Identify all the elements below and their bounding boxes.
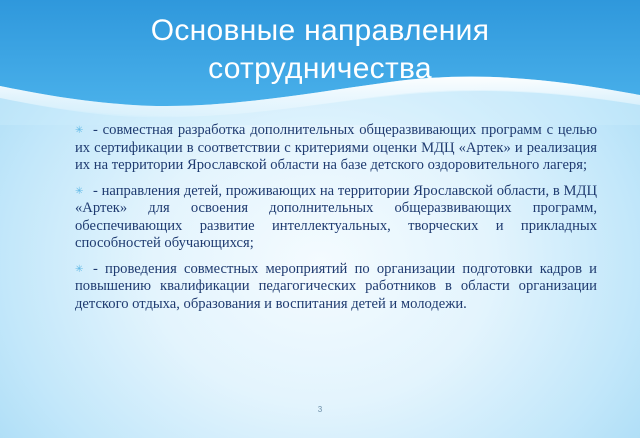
star-bullet-icon: ✳ <box>75 263 84 275</box>
list-item-text: - совместная разработка дополнительных общеразвивающих программ с целью их сертификации в соответствии с критериями оценки МДЦ «Артек» и реализация их на территории Ярославской области на базе детского оздоровительного лагеря; <box>75 122 597 173</box>
list-item <box>75 261 597 314</box>
list-item-text: - направления детей, проживающих на территории Ярославской области, в МДЦ «Артек» для освоения дополнительных общеразвивающих программ, обеспечивающих развитие интеллектуальных, творческих и прикладных способностей обучающихся; <box>75 182 597 251</box>
bullet-list <box>75 122 597 321</box>
page-number: 3 <box>317 405 323 414</box>
slide-title <box>60 12 580 88</box>
star-bullet-icon: ✳ <box>75 125 84 136</box>
star-bullet-icon: ✳ <box>75 185 84 197</box>
list-item <box>75 183 597 253</box>
list-item <box>75 122 597 175</box>
slide-title-line-1: Основные направления <box>150 14 490 47</box>
slide-title-line-2: сотрудничества <box>208 52 432 85</box>
list-item-text: - проведения совместных мероприятий по организации подготовки кадров и повышению квалификации педагогических работников в области организации детского отдыха, образования и воспитания детей и молодежи. <box>75 260 597 312</box>
